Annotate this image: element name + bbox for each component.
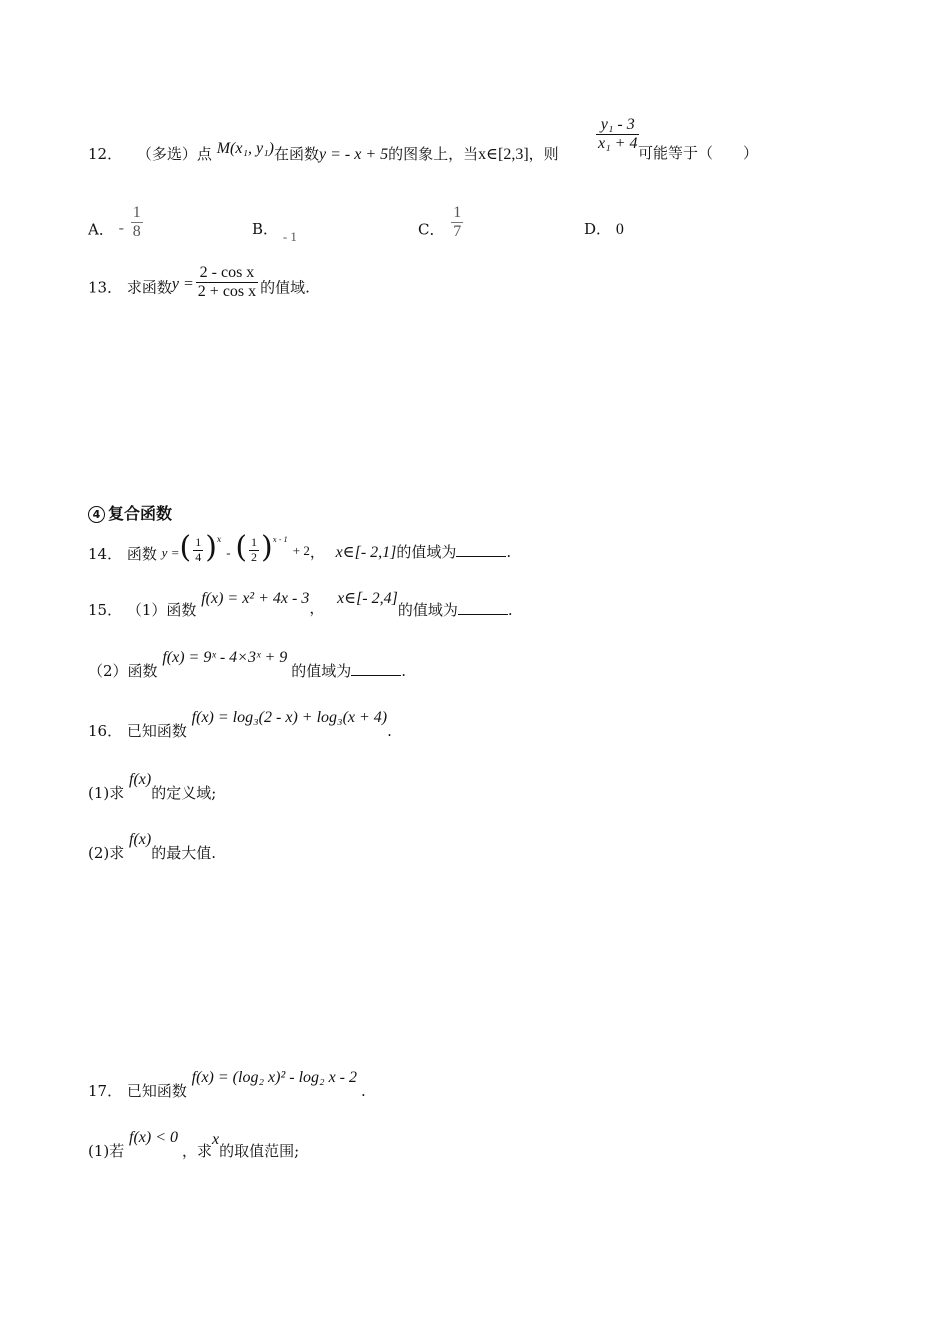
option-a — [88, 204, 145, 242]
part-label: (1)若 — [88, 1142, 125, 1160]
question-text: 求函数 — [126, 278, 172, 297]
base-fraction-2 — [249, 536, 259, 565]
constant-term: + 2 — [292, 543, 310, 558]
part-label: (1)求 — [88, 784, 125, 802]
question-number: 14． — [88, 545, 123, 563]
period: . — [506, 543, 512, 561]
domain-interval: x∈[- 2,4] — [337, 590, 398, 607]
question-text: 点 — [196, 145, 212, 163]
fraction-denominator: 2 — [251, 550, 258, 564]
question-16-part-2 — [88, 830, 216, 863]
function-expression: f(x) = x² + 4x - 3 — [201, 590, 310, 607]
option-value: 0 — [615, 221, 624, 238]
option-fraction — [451, 204, 463, 242]
operator: - — [226, 545, 231, 560]
question-number: 15． — [88, 601, 123, 619]
ratio-fraction — [594, 116, 641, 154]
fraction-denominator: 7 — [453, 223, 462, 241]
function-expression: y = - x + 5 — [319, 146, 389, 163]
section-heading — [88, 501, 172, 524]
question-17-part-1 — [88, 1128, 299, 1161]
question-text: 的图象上，当 — [388, 145, 479, 163]
point-expression: M(x₁, y₁) — [216, 140, 274, 157]
question-13 — [88, 264, 310, 302]
question-text: 已知函数 — [126, 1082, 187, 1100]
option-label: A． — [88, 220, 114, 239]
period: . — [507, 601, 513, 619]
question-15-part-1 — [88, 588, 513, 620]
question-17 — [88, 1068, 366, 1101]
question-16-part-1 — [88, 770, 216, 803]
exponent: x - 1 — [272, 536, 288, 544]
question-number: 12． — [88, 145, 123, 163]
separator: ， — [309, 543, 325, 561]
fraction-denominator: 4 — [195, 550, 202, 564]
domain-interval: x∈[- 2,1] — [335, 544, 397, 561]
left-paren: ( — [179, 530, 192, 565]
question-text: 函数 — [126, 545, 157, 563]
base-fraction-1 — [193, 536, 203, 565]
left-paren: ( — [235, 530, 248, 565]
function-symbol: f(x) — [129, 771, 152, 788]
question-text: 已知函数 — [126, 722, 187, 740]
fraction-denominator: x₁ + 4 — [598, 135, 638, 153]
fraction-numerator: 1 — [451, 204, 463, 223]
period: . — [361, 1082, 366, 1100]
interval-condition: x∈[2,3] — [478, 146, 529, 163]
question-text: 的定义域; — [151, 784, 217, 802]
function-expression: f(x) = log₃(2 - x) + log₃(x + 4) — [191, 709, 388, 726]
question-text: 的最大值. — [151, 844, 217, 862]
question-text: 的取值范围; — [219, 1142, 300, 1160]
question-text: 可能等于（ ） — [638, 144, 759, 162]
function-fraction — [196, 264, 258, 302]
fraction-denominator: 2 + cos x — [197, 283, 257, 301]
question-tag: （多选） — [136, 145, 197, 163]
circled-number: 4 — [88, 506, 105, 523]
option-c — [418, 204, 465, 242]
function-symbol: f(x) — [129, 831, 152, 848]
function-expression: f(x) = 9ˣ - 4×3ˣ + 9 — [162, 649, 288, 666]
separator: ， — [309, 599, 325, 617]
function-lhs: y = — [161, 545, 180, 560]
question-text: ，求 — [182, 1142, 213, 1160]
question-16 — [88, 708, 392, 741]
option-sign: - — [118, 219, 124, 237]
question-text: 的值域为 — [397, 601, 458, 619]
fraction-numerator: y₁ - 3 — [596, 116, 639, 135]
variable: x — [212, 1131, 220, 1148]
fraction-denominator: 8 — [132, 223, 141, 241]
period: . — [387, 722, 392, 740]
function-expression: f(x) = (log₂ x)² - log₂ x - 2 — [191, 1069, 357, 1086]
section-title: 复合函数 — [108, 504, 173, 523]
option-b — [252, 218, 297, 245]
question-12-tail — [638, 142, 758, 163]
exponent: x — [216, 535, 222, 544]
question-number: 13． — [88, 278, 123, 297]
option-label: D． — [584, 220, 612, 238]
question-text: 的值域为 — [291, 662, 352, 680]
answer-blank[interactable] — [456, 542, 506, 557]
question-12 — [88, 140, 559, 164]
option-fraction — [131, 204, 143, 242]
part-label: （2）函数 — [88, 662, 158, 680]
part-label: (2)求 — [88, 844, 125, 862]
question-number: 17． — [88, 1082, 123, 1100]
option-d — [584, 218, 624, 239]
question-text: 的值域. — [260, 278, 310, 297]
fraction — [596, 116, 639, 154]
option-label: C． — [418, 220, 445, 239]
fraction-numerator: 1 — [131, 204, 143, 223]
option-label: B． — [252, 220, 279, 238]
question-15-part-2 — [88, 648, 406, 681]
question-text: 在函数 — [274, 145, 320, 163]
fraction-numerator: 2 - cos x — [196, 264, 258, 283]
inequality-condition: f(x) < 0 — [129, 1129, 179, 1146]
answer-blank[interactable] — [458, 600, 508, 615]
option-value: - 1 — [282, 229, 297, 244]
function-lhs: y = — [171, 275, 194, 293]
question-number: 16． — [88, 722, 123, 740]
fraction-numerator: 1 — [251, 535, 258, 550]
question-14 — [88, 530, 511, 565]
period: . — [401, 662, 407, 680]
question-text: 的值域为 — [396, 543, 457, 561]
answer-blank[interactable] — [351, 661, 401, 676]
part-label: （1）函数 — [126, 601, 197, 619]
right-paren: ) — [205, 530, 217, 565]
right-paren: ) — [261, 530, 273, 565]
fraction-numerator: 1 — [195, 535, 202, 550]
question-text: ，则 — [528, 145, 559, 163]
